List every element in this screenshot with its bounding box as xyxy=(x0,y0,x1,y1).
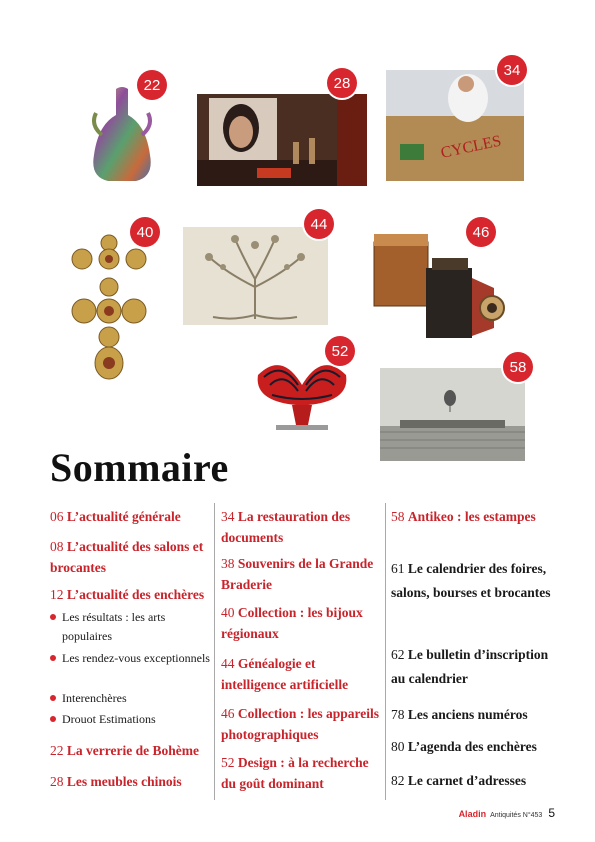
chinese-furniture-photo xyxy=(197,94,367,186)
toc-subentry[interactable]: Les rendez-vous exceptionnels xyxy=(50,649,212,668)
toc-entry[interactable]: 34 La restauration des documents xyxy=(221,509,351,545)
toc-entry[interactable]: 62 Le bulletin d’inscription au calendrier xyxy=(391,647,549,686)
page-number: 5 xyxy=(548,806,555,820)
bullet-icon xyxy=(50,716,56,722)
page-badge: 58 xyxy=(503,352,533,382)
camera-photo xyxy=(372,228,510,343)
bullet-icon xyxy=(50,695,56,701)
page-badge: 46 xyxy=(466,217,496,247)
restoration-photo xyxy=(386,70,524,181)
column-divider xyxy=(385,503,386,800)
toc-subentry[interactable]: Interenchères xyxy=(50,689,212,708)
page-badge: 22 xyxy=(137,70,167,100)
design-chair-photo xyxy=(252,355,352,435)
toc-entry[interactable]: 44 Généalogie et intelligence artificielle xyxy=(221,656,349,692)
page-badge: 44 xyxy=(304,209,334,239)
toc-entry[interactable]: 80 L’agenda des enchères xyxy=(391,739,537,754)
toc-entry[interactable]: 52 Design : à la recherche du goût dominant xyxy=(221,755,369,791)
page-badge: 52 xyxy=(325,336,355,366)
engraving-photo xyxy=(380,368,525,461)
toc-subentry[interactable]: Drouot Estimations xyxy=(50,710,212,729)
toc-entry[interactable]: 38 Souvenirs de la Grande Braderie xyxy=(221,556,374,592)
toc-entry[interactable]: 28 Les meubles chinois xyxy=(50,774,182,789)
jewel-photo xyxy=(62,233,157,381)
brand-name: Aladin xyxy=(458,809,487,819)
bullet-icon xyxy=(50,655,56,661)
bullet-icon xyxy=(50,614,56,620)
toc-entry[interactable]: 78 Les anciens numéros xyxy=(391,707,528,722)
toc-entry[interactable]: 12 L’actualité des enchères xyxy=(50,587,205,602)
toc-entry[interactable]: 08 L’actualité des salons et brocantes xyxy=(50,539,204,575)
genealogy-tree-photo xyxy=(183,227,328,325)
page-title: Sommaire xyxy=(50,445,229,490)
toc-entry[interactable]: 61 Le calendrier des foires, salons, bourses et brocantes xyxy=(391,561,551,600)
page-badge: 40 xyxy=(130,217,160,247)
toc-entry[interactable]: 06 L’actualité générale xyxy=(50,509,181,524)
toc-entry[interactable]: 22 La verrerie de Bohème xyxy=(50,743,199,758)
toc-entry[interactable]: 58 Antikeo : les estampes xyxy=(391,509,536,524)
issue-label: Antiquités N°453 xyxy=(490,812,543,819)
page-badge: 34 xyxy=(497,55,527,85)
page-badge: 28 xyxy=(327,68,357,98)
page-footer xyxy=(459,806,555,820)
vase-photo xyxy=(88,85,156,185)
toc-entry[interactable]: 82 Le carnet d’adresses xyxy=(391,773,527,788)
toc-entry[interactable]: 46 Collection : les appareils photographiques xyxy=(221,706,379,742)
toc-entry[interactable]: 40 Collection : les bijoux régionaux xyxy=(221,605,363,641)
toc-subentry[interactable]: Les résultats : les arts populaires xyxy=(50,608,212,646)
svg-text:CYCLES: CYCLES xyxy=(439,132,503,162)
